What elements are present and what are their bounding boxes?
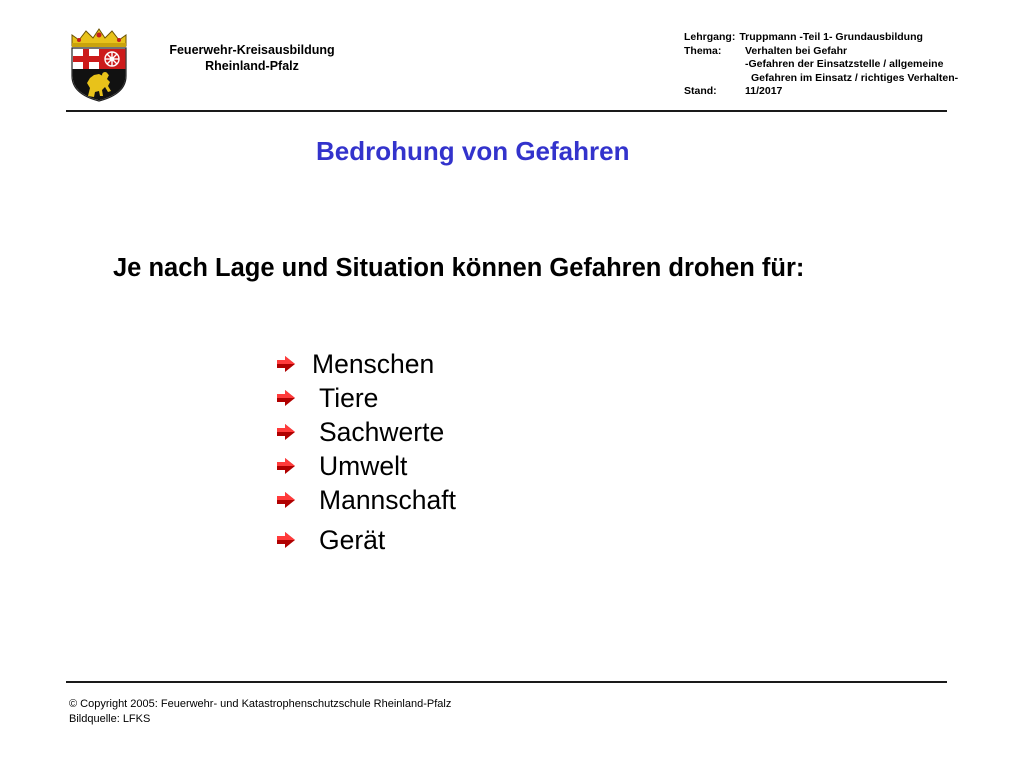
list-item <box>275 452 407 480</box>
course-metadata <box>684 31 958 99</box>
list-item <box>275 418 444 446</box>
arrow-bullet-icon <box>275 355 297 373</box>
footer <box>69 697 451 727</box>
list-item-label: Gerät <box>319 524 386 555</box>
copyright-notice: © Copyright 2005: Feuerwehr- und Katastrophenschutzschule Rheinland-Pfalz <box>69 698 452 710</box>
topic-line-1: Verhalten bei Gefahr <box>745 44 848 57</box>
course-row <box>684 31 958 45</box>
list-item <box>275 384 378 412</box>
arrow-bullet-icon <box>275 531 297 549</box>
course-label: Lehrgang: <box>684 31 736 43</box>
list-item-label: Tiere <box>319 382 379 413</box>
arrow-bullet-icon <box>275 389 297 407</box>
course-value: Truppmann -Teil 1- Grundausbildung <box>739 31 923 43</box>
date-value: 11/2017 <box>745 85 783 97</box>
list-item <box>275 526 385 554</box>
list-item <box>275 350 434 378</box>
organization-name <box>142 42 362 74</box>
topic-line-2: -Gefahren der Einsatzstelle / allgemeine <box>745 58 944 70</box>
list-item-label: Umwelt <box>319 450 408 481</box>
wheel-icon <box>105 52 119 66</box>
topic-row-3 <box>684 72 958 86</box>
org-line-1: Feuerwehr-Kreisausbildung <box>169 43 335 57</box>
topic-row <box>684 45 958 59</box>
list-item-label: Sachwerte <box>319 416 445 447</box>
date-row <box>684 85 958 99</box>
list-item-label: Mannschaft <box>319 484 456 515</box>
crown-icon <box>72 29 126 47</box>
list-item-label: Menschen <box>312 348 435 379</box>
arrow-bullet-icon <box>275 423 297 441</box>
page-subtitle: Je nach Lage und Situation können Gefahren drohen für: <box>113 254 805 282</box>
topic-label: Thema: <box>684 44 722 57</box>
org-line-2: Rheinland-Pfalz <box>205 59 299 73</box>
coat-of-arms-logo <box>66 26 132 102</box>
arrow-bullet-icon <box>275 491 297 509</box>
arrow-bullet-icon <box>275 457 297 475</box>
list-item <box>275 486 456 514</box>
topic-row-2 <box>684 58 958 72</box>
image-source: Bildquelle: LFKS <box>69 713 151 725</box>
page-title: Bedrohung von Gefahren <box>316 136 630 166</box>
date-label: Stand: <box>684 85 717 97</box>
topic-line-3: Gefahren im Einsatz / richtiges Verhalten- <box>751 71 959 84</box>
header-divider <box>66 110 947 112</box>
footer-divider <box>66 681 947 683</box>
